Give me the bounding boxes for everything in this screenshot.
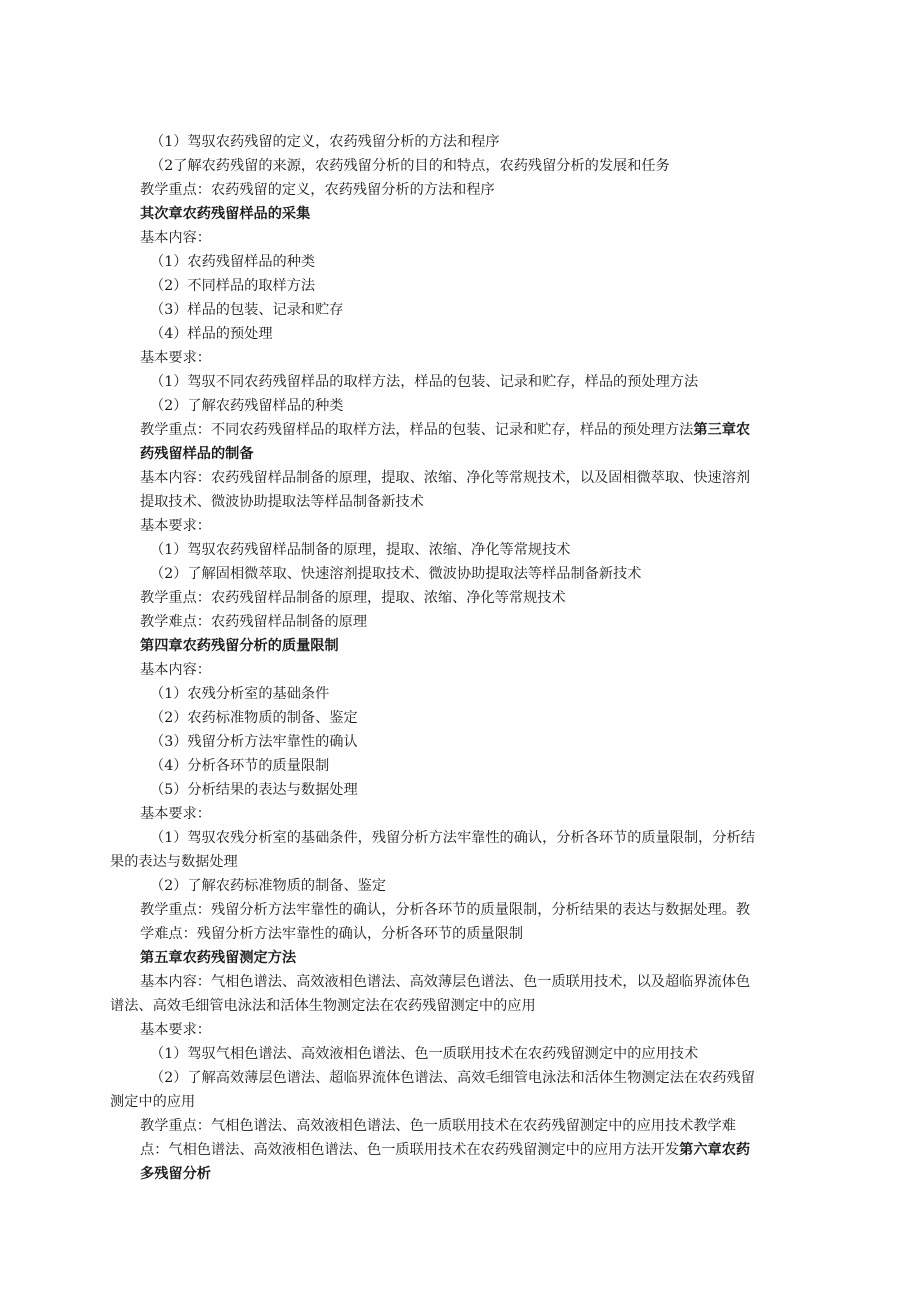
text-line: 教学难点：农药残留样品制备的原理	[140, 614, 368, 630]
text-line: 果的表达与数据处理	[110, 854, 238, 870]
text-span: 教学重点：不同农药残留样品的取样方法，样品的包装、记录和贮存，样品的预处理方法	[140, 422, 694, 438]
text-line: 提取技术、微波协助提取法等样品制备新技术	[140, 494, 424, 510]
text-line: （1）农残分析室的基础条件	[150, 686, 330, 702]
text-line: 基本要求：	[140, 518, 211, 534]
text-line: （2了解农药残留的来源，农药残留分析的目的和特点，农药残留分析的发展和任务	[150, 158, 670, 174]
chapter-heading: 第三章农	[693, 422, 751, 438]
text-line: （2）农药标准物质的制备、鉴定	[150, 710, 358, 726]
text-span: 点：气相色谱法、高效液相色谱法、色一质联用技术在农药残留测定中的应用方法开发	[140, 1142, 680, 1158]
text-line: （2）不同样品的取样方法	[150, 278, 316, 294]
chapter-heading: 其次章农药残留样品的采集	[140, 206, 311, 222]
text-line: 基本要求：	[140, 1022, 211, 1038]
text-line: （2）了解农药残留样品的种类	[150, 398, 344, 414]
text-line: 谱法、高效毛细管电泳法和活体生物测定法在农药残留测定中的应用	[110, 998, 536, 1014]
chapter-heading: 第四章农药残留分析的质量限制	[140, 638, 339, 654]
text-line: 基本内容：气相色谱法、高效液相色谱法、高效薄层色谱法、色一质联用技术，以及超临界流体色	[140, 974, 751, 990]
text-line: （4）样品的预处理	[150, 326, 273, 342]
chapter-heading: 药残留样品的制备	[140, 446, 254, 462]
text-line: 教学重点：农药残留的定义，农药残留分析的方法和程序	[140, 182, 495, 198]
text-line: 基本要求：	[140, 806, 211, 822]
text-line: （1）驾驭不同农药残留样品的取样方法，样品的包装、记录和贮存，样品的预处理方法	[150, 374, 699, 390]
text-line	[140, 1140, 750, 1160]
chapter-heading: 多残留分析	[140, 1166, 211, 1182]
text-line: （1）驾驭农药残留的定义，农药残留分析的方法和程序	[150, 134, 500, 150]
text-line: 基本要求：	[140, 350, 211, 366]
text-line: （3）残留分析方法牢靠性的确认	[150, 734, 358, 750]
text-line	[140, 420, 750, 440]
text-line: （2）了解农药标准物质的制备、鉴定	[150, 878, 387, 894]
text-line: 测定中的应用	[110, 1094, 196, 1110]
text-line: （5）分析结果的表达与数据处理	[150, 782, 358, 798]
text-line: 基本内容：	[140, 662, 211, 678]
text-line: （1）农药残留样品的种类	[150, 254, 316, 270]
text-line: （2）了解固相微萃取、快速溶剂提取技术、微波协助提取法等样品制备新技术	[150, 566, 642, 582]
text-line: （3）样品的包装、记录和贮存	[150, 302, 344, 318]
text-line: 基本内容：	[140, 230, 211, 246]
text-line: （2）了解高效薄层色谱法、超临界流体色谱法、高效毛细管电泳法和活体生物测定法在农药残留	[150, 1070, 755, 1086]
text-line: （1）驾驭农残分析室的基础条件，残留分析方法牢靠性的确认，分析各环节的质量限制，分析结	[150, 830, 755, 846]
text-line: 教学重点：农药残留样品制备的原理，提取、浓缩、净化等常规技术	[140, 590, 566, 606]
text-line: 基本内容：农药残留样品制备的原理，提取、浓缩、净化等常规技术，以及固相微萃取、快速溶剂	[140, 470, 751, 486]
text-line: （4）分析各环节的质量限制	[150, 758, 330, 774]
text-line: 教学重点：残留分析方法牢靠性的确认，分析各环节的质量限制，分析结果的表达与数据处理。教	[140, 902, 751, 918]
text-line: （1）驾驭气相色谱法、高效液相色谱法、色一质联用技术在农药残留测定中的应用技术	[150, 1046, 699, 1062]
text-line: 学难点：残留分析方法牢靠性的确认，分析各环节的质量限制	[140, 926, 524, 942]
chapter-heading: 第六章农药	[679, 1142, 751, 1158]
text-line: （1）驾驭农药残留样品制备的原理，提取、浓缩、净化等常规技术	[150, 542, 571, 558]
chapter-heading: 第五章农药残留测定方法	[140, 950, 297, 966]
text-line: 教学重点：气相色谱法、高效液相色谱法、色一质联用技术在农药残留测定中的应用技术教学难	[140, 1118, 736, 1134]
